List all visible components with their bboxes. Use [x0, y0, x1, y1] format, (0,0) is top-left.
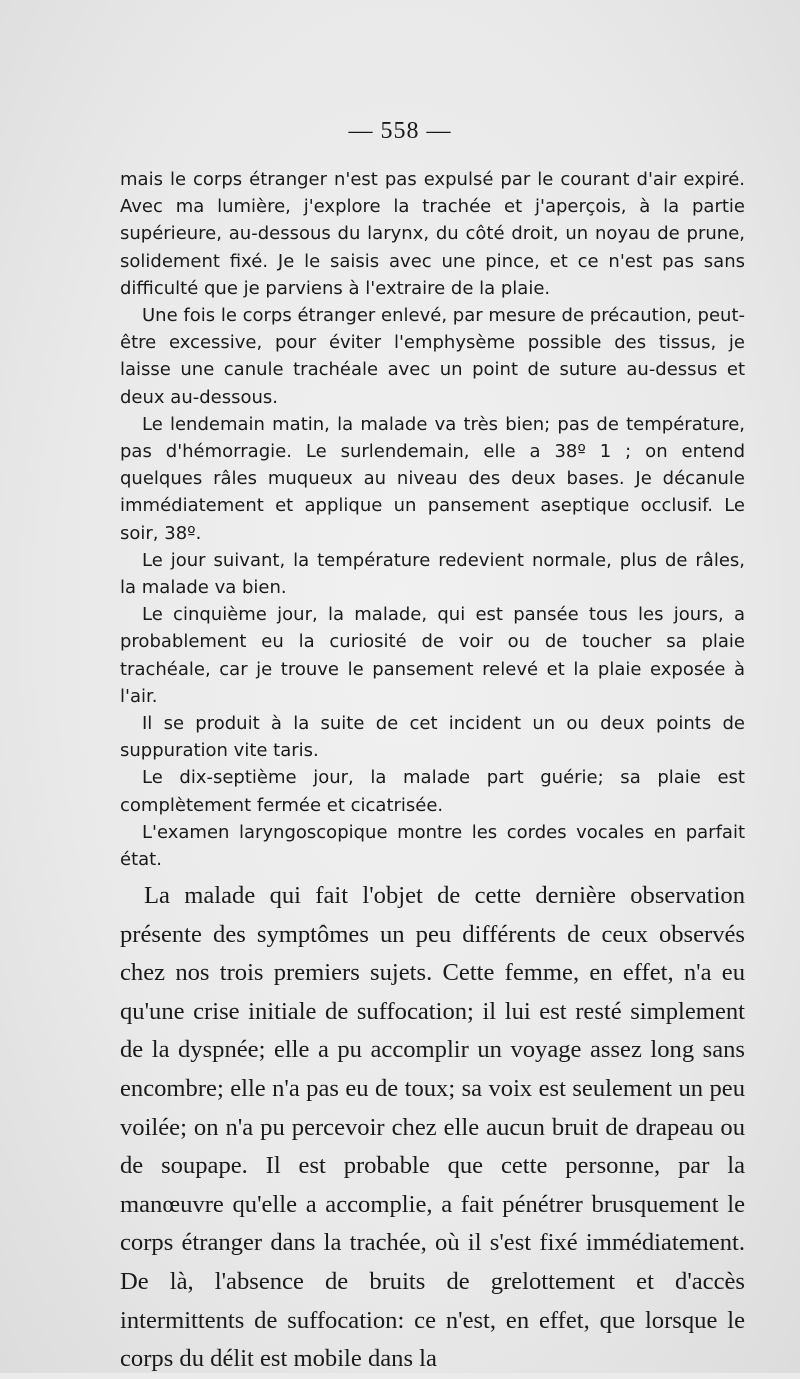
notes-paragraph-6: Il se produit à la suite de cet incident un ou deux points de suppuration vite taris.: [120, 713, 745, 762]
notes-paragraph-7: Le dix-septième jour, la malade part guérie; sa plaie est complètement fermée et cicatrisée.: [120, 767, 745, 816]
notes-paragraph-5: Le cinquième jour, la malade, qui est pansée tous les jours, a probablement eu la curiosité de voir ou de toucher sa plaie trachéale, car je trouve le pansement relevé et la plaie exposée à l'air.: [120, 604, 745, 707]
notes-paragraph-8: L'examen laryngoscopique montre les cordes vocales en parfait état.: [120, 821, 745, 871]
notes-paragraph-2: Une fois le corps étranger enlevé, par mesure de précaution, peut-être excessive, pour éviter l'emphysème possible des tissus, je laisse une canule trachéale avec un point de suture au-dessus et deux au-dessous.: [120, 305, 745, 408]
notes-paragraph-4: Le jour suivant, la température redevient normale, plus de râles, la malade va bien.: [120, 549, 745, 599]
page-number: — 558 —: [348, 118, 452, 144]
observation-notes: [120, 166, 745, 873]
notes-paragraph-1: mais le corps étranger n'est pas expulsé par le courant d'air expiré. Avec ma lumière, j'explore la trachée et j'aperçois, à la partie supérieure, au-dessous du larynx, du côté droit, un noyau de prune, solidement fixé. Je le saisis avec une pince, et ce n'est pas sans difficulté que je parviens à l'extraire de la plaie.: [120, 169, 745, 299]
main-text: [120, 877, 745, 1379]
main-paragraph: La malade qui fait l'objet de cette dernière observation présente des symptômes un peu différents de ceux observés chez nos trois premiers sujets. Cette femme, en effet, n'a eu qu'une crise initiale de suffocation; il lui est resté simplement de la dyspnée; elle a pu accomplir un voyage assez long sans encombre; elle n'a pas eu de toux; sa voix est seulement un peu voilée; on n'a pu percevoir chez elle aucun bruit de drapeau ou de soupape. Il est probable que cette personne, par la manœuvre qu'elle a accomplie, a fait pénétrer brusquement le corps étranger dans la trachée, où il s'est fixé immédiatement. De là, l'absence de bruits de grelottement et d'accès intermittents de suffocation: ce n'est, en effet, que lorsque le corps du délit est mobile dans la: [120, 882, 745, 1373]
notes-paragraph-3: Le lendemain matin, la malade va très bien; pas de température, pas d'hémorragie. Le surlendemain, elle a 38º 1 ; on entend quelques râles muqueux au niveau des deux bases. Je décanule immédiatement et applique un pansement aseptique occlusif. Le soir, 38º.: [120, 413, 745, 544]
